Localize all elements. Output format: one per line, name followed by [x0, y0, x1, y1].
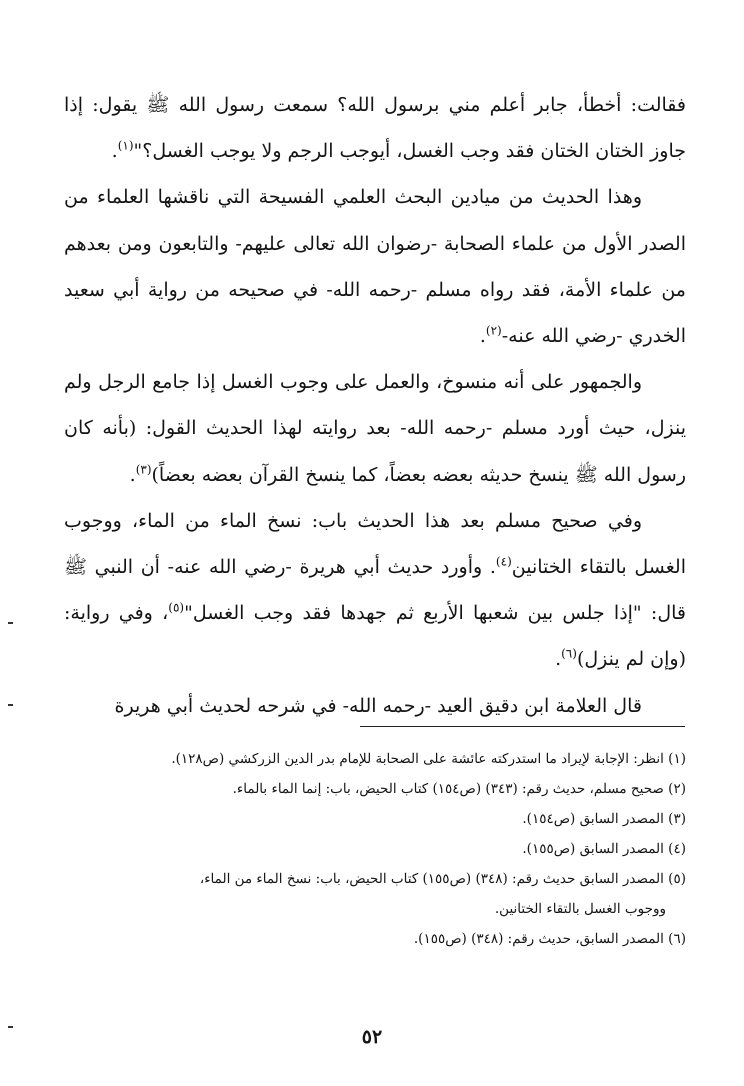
- text-line: الصدر الأول من علماء الصحابة -رضوان الله تعالى عليهم- والتابعون ومن: [117, 232, 686, 255]
- text-line: ولم ينزل، حيث أورد مسلم -رحمه الله- بعد روايته لهذا الحديث القول: (بأنه: [64, 371, 687, 440]
- text-line: قال العلامة ابن دقيق العيد -رحمه الله- في شرحه لحديث أبي هريرة: [114, 694, 642, 717]
- footnote-ref[interactable]: (٢): [485, 323, 502, 338]
- paragraph-2: [64, 174, 686, 359]
- paragraph-ending: .: [111, 140, 118, 163]
- paragraph-ending: .: [129, 463, 136, 486]
- footnote-1: (١) انظر: الإجابة لإيراد ما استدركته عائشة على الصحابة للإمام بدر الدين الزركشي (ص١٢٨).: [171, 751, 686, 767]
- text-line: الغسل بالتقاء الختانين: [511, 556, 686, 579]
- margin-mark: [8, 622, 13, 624]
- footnote-3: (٣) المصدر السابق (ص١٥٤).: [522, 811, 686, 827]
- footnote-ref[interactable]: (٦): [561, 647, 577, 662]
- margin-mark: [8, 1026, 13, 1028]
- paragraph-1: [64, 82, 686, 174]
- page-number: ٥٢: [361, 1026, 383, 1048]
- footnotes: [62, 744, 686, 954]
- footnote-ref[interactable]: (٣): [135, 462, 152, 477]
- text-line: وهذا الحديث من ميادين البحث العلمي الفسيحة التي ناقشها العلماء من: [64, 186, 642, 209]
- paragraph-5: [64, 683, 686, 729]
- paragraph-ending: .: [555, 648, 562, 671]
- text-segment: . وأورد حديث أبي هريرة -رضي الله عنه- أن النبي ﷺ قال: "إذا جلس بين شعبها الأربع ثم جهدها فقد وجب الغسل": [64, 556, 687, 625]
- text-line: جاوز الختان الختان فقد وجب الغسل، أيوجب الرجم ولا يوجب الغسل؟": [133, 140, 686, 163]
- footnote-4: (٤) المصدر السابق (ص١٥٥).: [522, 841, 686, 857]
- main-text: [64, 82, 686, 729]
- footnote-ref[interactable]: (١): [117, 138, 134, 153]
- footnote-6: (٦) المصدر السابق، حديث رقم: (٣٤٨) (ص١٥٥).: [413, 931, 686, 947]
- footnote-ref[interactable]: (٥): [168, 600, 185, 615]
- footnote-2: (٢) صحيح مسلم، حديث رقم: (٣٤٣) (ص١٥٤) كتاب الحيض، باب: إنما الماء بالماء.: [232, 781, 686, 797]
- text-line: فقالت: أخطأ، جابر أعلم مني برسول الله؟ سمعت رسول الله ﷺ يقول: إذا: [64, 94, 686, 116]
- footnote-ref[interactable]: (٤): [495, 554, 512, 569]
- text-line: بعدهم من علماء الأمة، فقد رواه مسلم -رحمه الله- في صحيحه من رواية: [64, 232, 686, 301]
- footnote-5-continuation: ووجوب الغسل بالتقاء الختانين.: [494, 901, 666, 917]
- footnote-separator: [360, 726, 685, 727]
- margin-mark: [8, 704, 13, 706]
- paragraph-ending: .: [479, 325, 486, 348]
- text-line: وفي صحيح مسلم بعد هذا الحديث باب: نسخ الماء من الماء، ووجوب: [64, 509, 642, 532]
- text-segment: ، وفي رواية: (وإن لم ينزل): [64, 602, 686, 671]
- paragraph-3: [64, 359, 686, 498]
- text-line: كان رسول الله ﷺ ينسخ حديثه بعضه بعضاً، كما ينسخ القرآن بعضه بعضاً): [64, 417, 686, 486]
- paragraph-4: [64, 498, 686, 683]
- text-line: والجمهور على أنه منسوخ، والعمل على وجوب الغسل إذا جامع الرجل: [98, 371, 642, 394]
- footnote-5: (٥) المصدر السابق حديث رقم: (٣٤٨) (ص١٥٥) كتاب الحيض، باب: نسخ الماء من الماء،: [199, 871, 686, 887]
- text-line: أبي سعيد الخدري -رضي الله عنه-: [64, 278, 686, 348]
